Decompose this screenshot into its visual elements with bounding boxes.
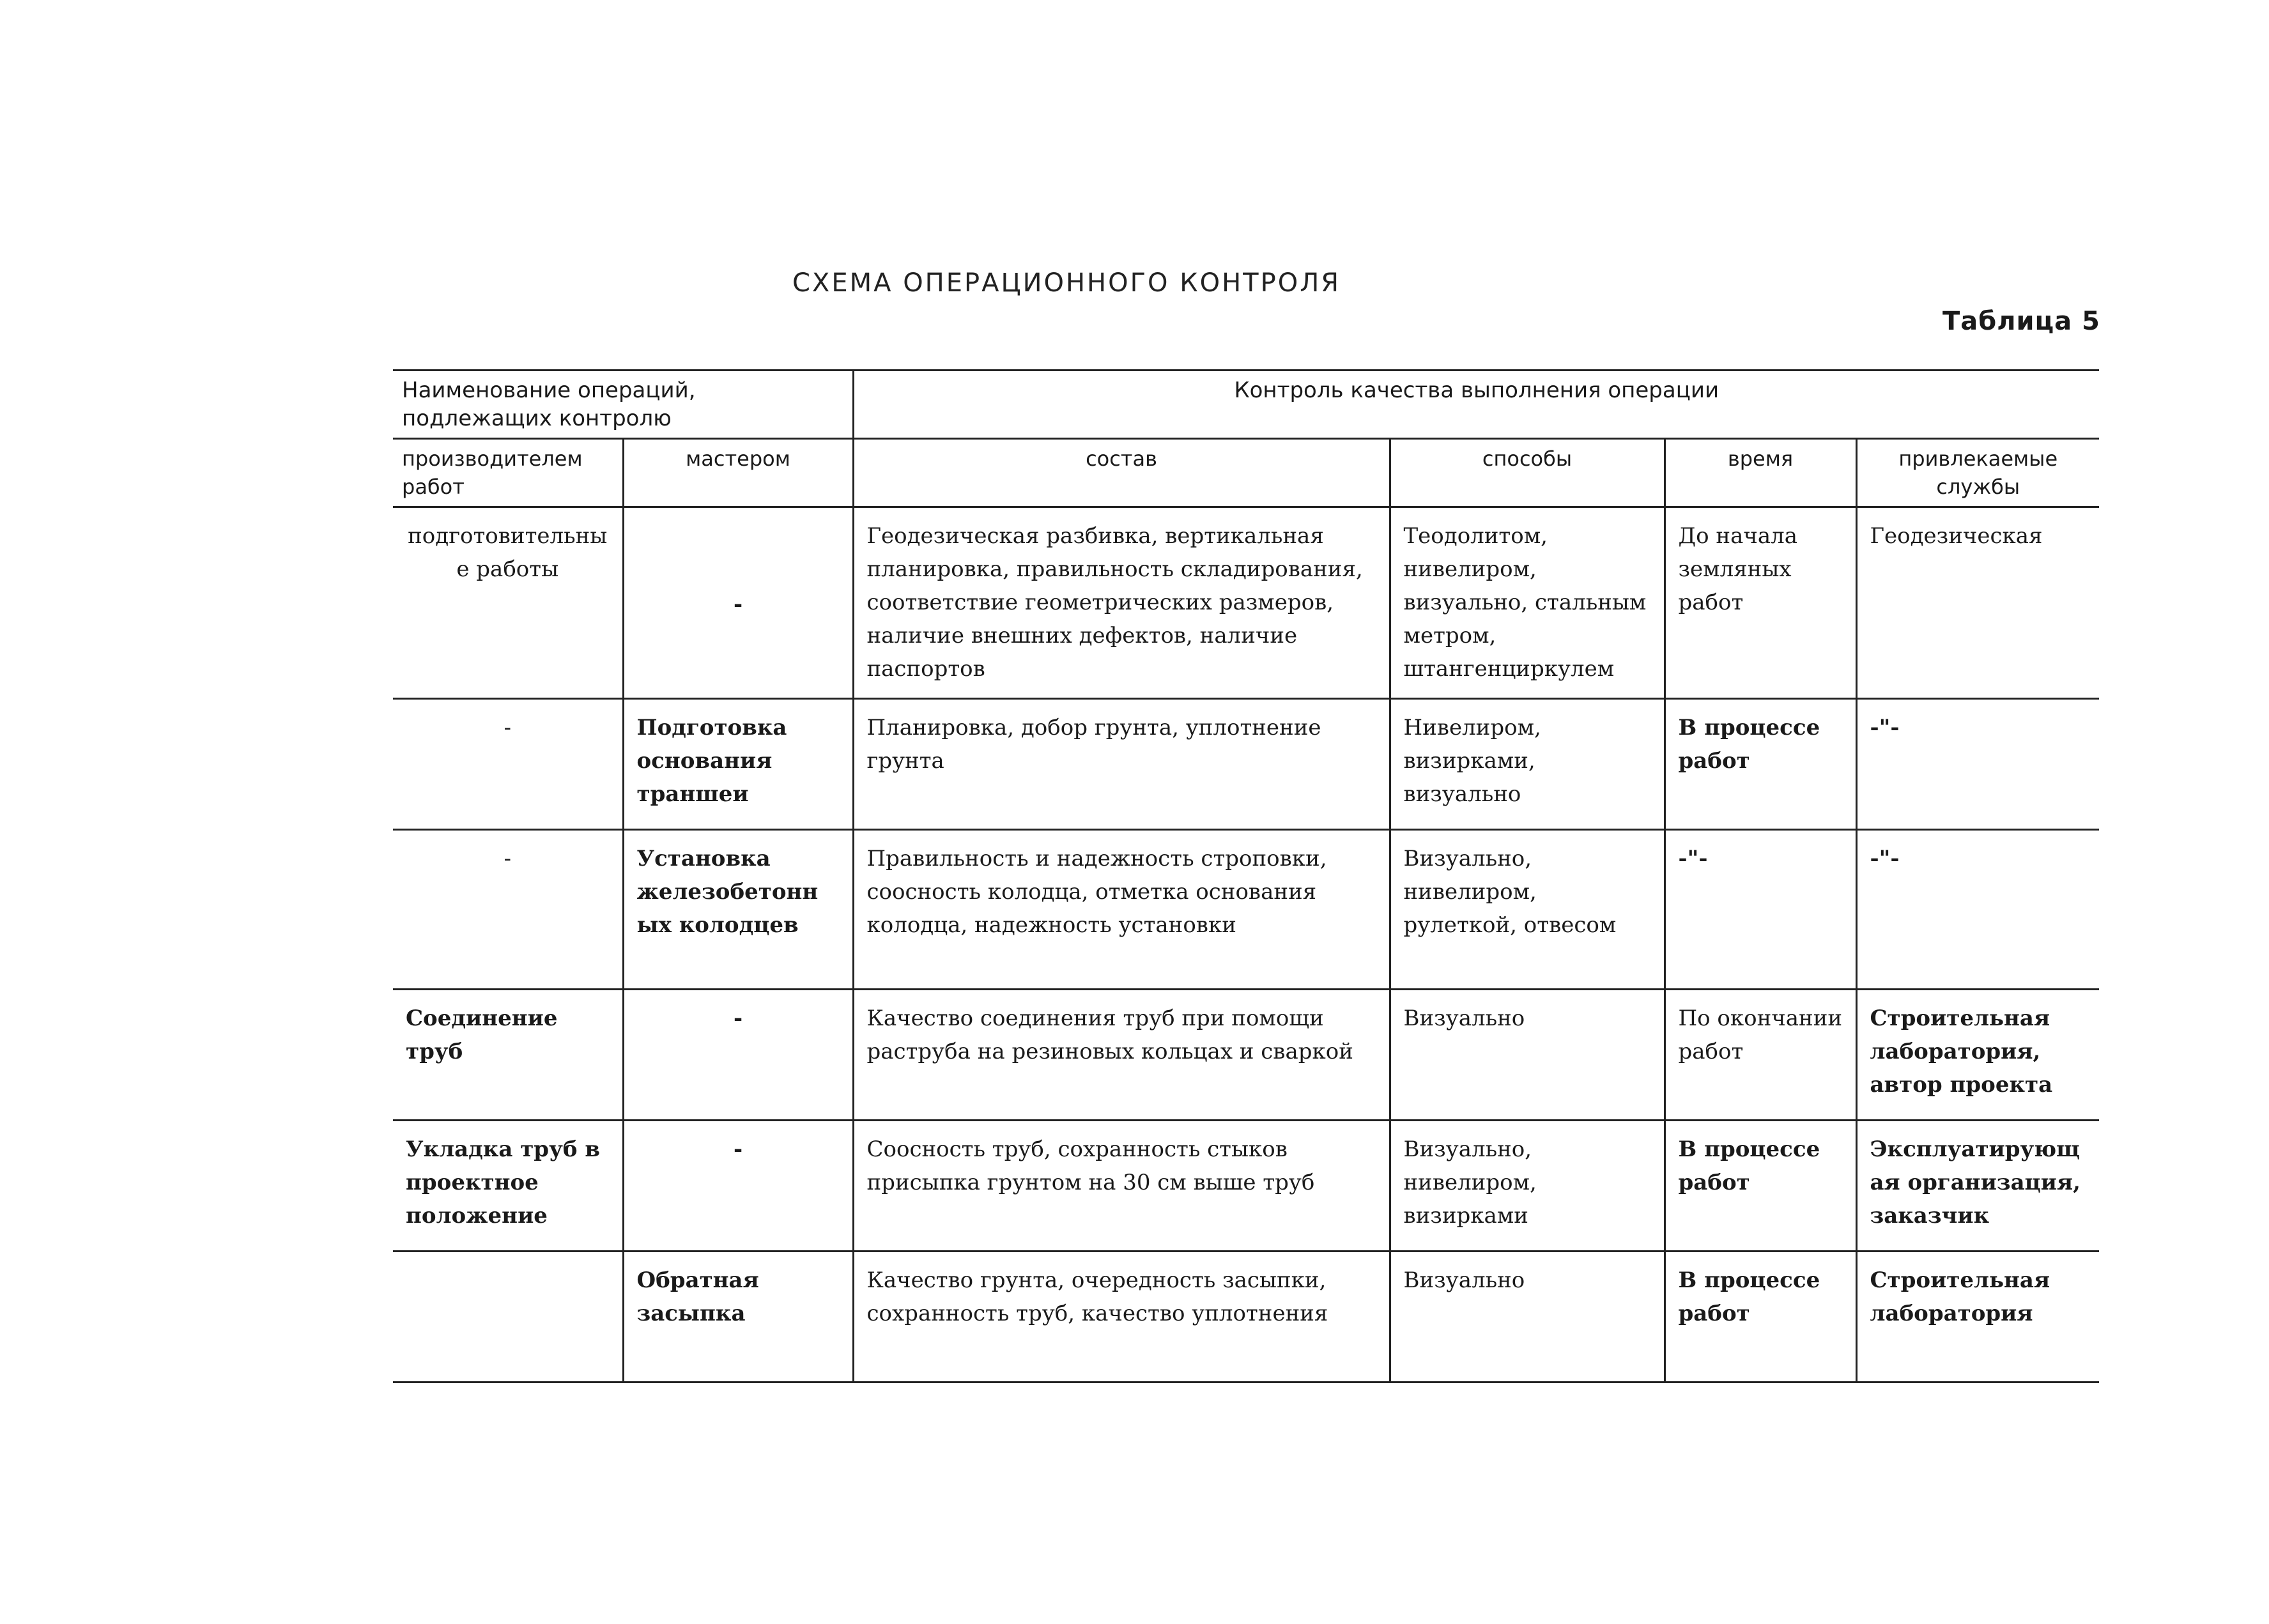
table-row (393, 507, 2099, 699)
table-row (393, 830, 2099, 990)
cell-services: -"- (1856, 830, 2099, 990)
cell-methods: Визуально, нивелиром, визирками (1390, 1121, 1665, 1252)
cell-producer: подготовительные работы (393, 507, 623, 699)
cell-master: Подготовка основания траншеи (623, 699, 853, 830)
cell-time: В процессе работ (1665, 1252, 1856, 1383)
cell-master: - (623, 990, 853, 1121)
cell-master: Установка железобетонных колодцев (623, 830, 853, 990)
cell-methods: Теодолитом, нивелиром, визуально, стальным метром, штангенциркулем (1390, 507, 1665, 699)
header-columns-row (393, 439, 2099, 507)
cell-services: Строительная лаборатория (1856, 1252, 2099, 1383)
cell-services: Строительная лаборатория, автор проекта (1856, 990, 2099, 1121)
header-time: время (1665, 439, 1856, 507)
cell-services: -"- (1856, 699, 2099, 830)
cell-composition: Качество соединения труб при помощи раструба на резиновых кольцах и сваркой (853, 990, 1390, 1121)
cell-composition: Планировка, добор грунта, уплотнение грунта (853, 699, 1390, 830)
cell-services: Эксплуатирующая организация, заказчик (1856, 1121, 2099, 1252)
header-group-row (393, 371, 2099, 439)
document-title: СХЕМА ОПЕРАЦИОННОГО КОНТРОЛЯ (792, 268, 1341, 298)
cell-composition: Соосность труб, сохранность стыков присыпка грунтом на 30 см выше труб (853, 1121, 1390, 1252)
header-producer: производителем работ (393, 439, 623, 507)
header-operations: Наименование операций, подлежащих контролю (393, 371, 853, 439)
header-master: мастером (623, 439, 853, 507)
table-label: Таблица 5 (1942, 307, 2100, 336)
table-row (393, 1252, 2099, 1383)
cell-composition: Качество грунта, очередность засыпки, сохранность труб, качество уплотнения (853, 1252, 1390, 1383)
cell-time: В процессе работ (1665, 699, 1856, 830)
table-row (393, 990, 2099, 1121)
header-quality-control: Контроль качества выполнения операции (853, 371, 2099, 439)
cell-methods: Нивелиром, визирками, визуально (1390, 699, 1665, 830)
operational-control-table (393, 369, 2099, 1383)
cell-master: - (623, 507, 853, 699)
cell-methods: Визуально, нивелиром, рулеткой, отвесом (1390, 830, 1665, 990)
header-composition: состав (853, 439, 1390, 507)
cell-time: По окончании работ (1665, 990, 1856, 1121)
cell-time: В процессе работ (1665, 1121, 1856, 1252)
table-row (393, 1121, 2099, 1252)
header-methods: способы (1390, 439, 1665, 507)
cell-master: Обратная засыпка (623, 1252, 853, 1383)
cell-time: -"- (1665, 830, 1856, 990)
header-services: привлекаемые службы (1856, 439, 2099, 507)
cell-services: Геодезическая (1856, 507, 2099, 699)
cell-methods: Визуально (1390, 990, 1665, 1121)
cell-master: - (623, 1121, 853, 1252)
cell-producer: - (393, 830, 623, 990)
cell-producer: Укладка труб в проектное положение (393, 1121, 623, 1252)
cell-composition: Геодезическая разбивка, вертикальная планировка, правильность складирования, соответствие геометрических размеров, наличие внешних дефектов, наличие паспортов (853, 507, 1390, 699)
cell-composition: Правильность и надежность строповки, соосность колодца, отметка основания колодца, надежность установки (853, 830, 1390, 990)
cell-producer: Соединение труб (393, 990, 623, 1121)
cell-producer: - (393, 699, 623, 830)
cell-producer (393, 1252, 623, 1383)
cell-time: До начала земляных работ (1665, 507, 1856, 699)
table-row (393, 699, 2099, 830)
cell-methods: Визуально (1390, 1252, 1665, 1383)
